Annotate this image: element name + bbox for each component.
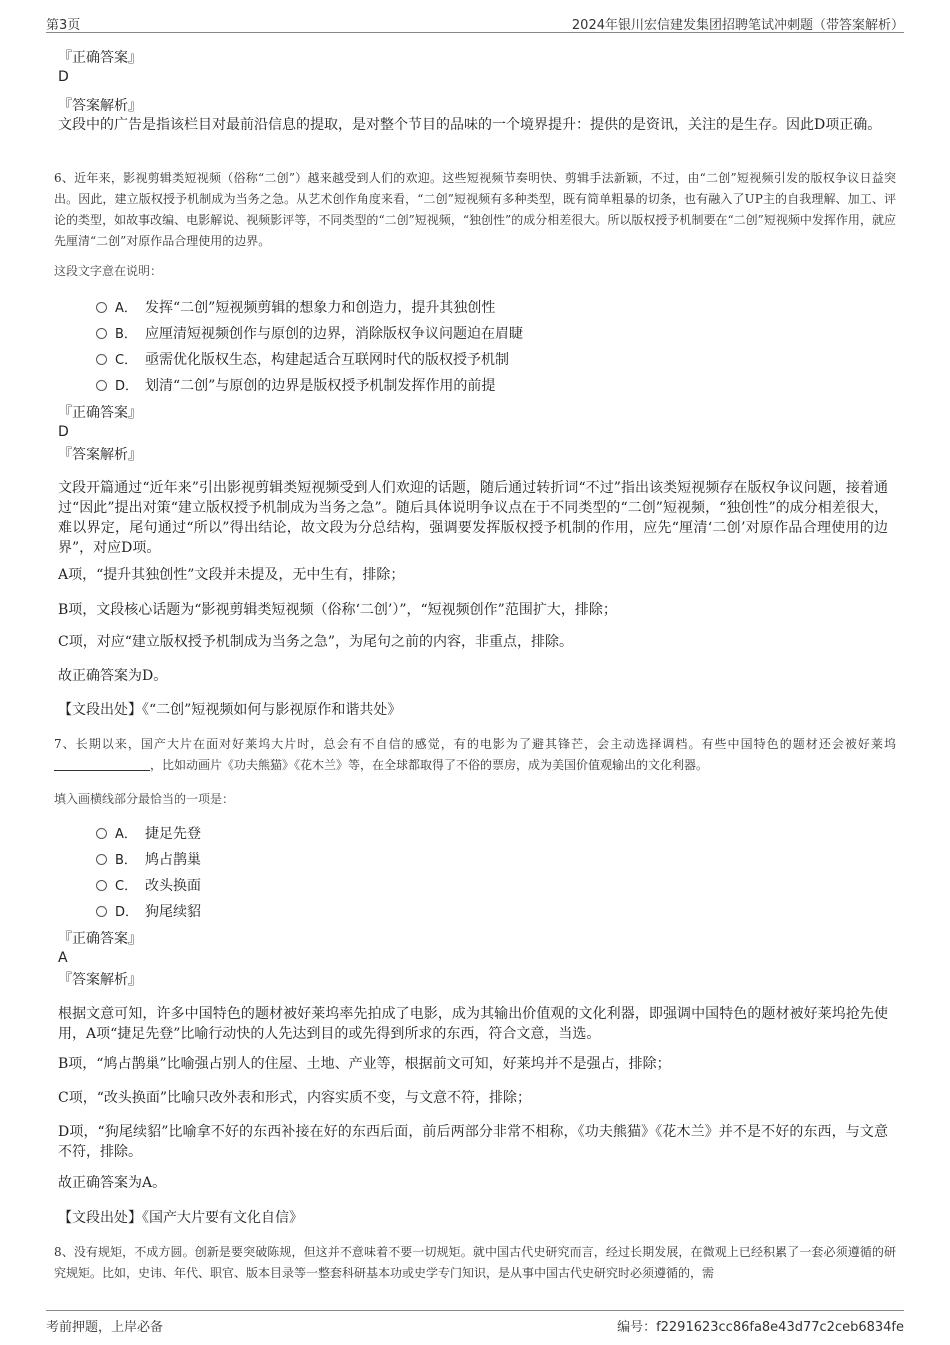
option-text: 发挥“二创”短视频剪辑的想象力和创造力，提升其独创性 bbox=[145, 300, 496, 316]
option-key: D． bbox=[115, 379, 139, 394]
option-text: 改头换面 bbox=[145, 878, 201, 894]
option-key: A． bbox=[115, 827, 137, 842]
option-text: 亟需优化版权生态，构建起适合互联网时代的版权授予机制 bbox=[145, 352, 509, 368]
option-key: B． bbox=[115, 327, 137, 342]
radio-icon[interactable] bbox=[96, 854, 107, 865]
radio-icon[interactable] bbox=[96, 380, 107, 391]
page-header bbox=[46, 12, 904, 33]
option-key: D． bbox=[115, 905, 139, 920]
q7-answer-label: 『正确答案』 bbox=[58, 931, 142, 947]
q5-answer-value: D bbox=[58, 69, 69, 85]
q7-option-a[interactable] bbox=[96, 824, 201, 845]
page-footer bbox=[46, 1310, 904, 1335]
radio-icon[interactable] bbox=[96, 880, 107, 891]
q6-stem: 6、近年来，影视剪辑类短视频（俗称“二创”）越来越受到人们的欢迎。这些短视频节奏明快、剪辑手法新颖，不过，由“二创”短视频引发的版权争议日益突出。因此，建立版权授予机制成为当务之急。从艺术创作角度来看，“二创”短视频有多种类型，既有简单粗暴的切条，也有融入了UP主的自我理解、加工、评论的类型，如故事改编、电影解说、视频影评等，不同类型的“二创”短视频，“独创性”的成分相差很大。所以版权授予机制要在“二创”短视频中发挥作用，就应先厘清“二创”对原作品合理使用的边界。 bbox=[54, 171, 896, 248]
q6-option-b[interactable] bbox=[96, 324, 523, 345]
q6-option-a[interactable] bbox=[96, 298, 495, 319]
fill-blank bbox=[54, 758, 150, 771]
q6-option-c[interactable] bbox=[96, 350, 509, 371]
q6-prompt: 这段文字意在说明： bbox=[54, 264, 163, 278]
q6-answer-label: 『正确答案』 bbox=[58, 405, 142, 421]
q7-stem-after: ，比如动画片《功夫熊猫》《花木兰》等，在全球都取得了不俗的票房，成为美国价值观输出的文化利器。 bbox=[150, 758, 709, 772]
q7-analysis-c: C项，“改头换面”比喻只改外表和形式，内容实质不变，与文意不符，排除； bbox=[58, 1090, 532, 1106]
q7-analysis-label: 『答案解析』 bbox=[58, 972, 142, 988]
q7-option-d[interactable] bbox=[96, 902, 201, 923]
q7-option-c[interactable] bbox=[96, 876, 201, 897]
option-key: B． bbox=[115, 853, 137, 868]
q6-analysis-b: B项，文段核心话题为“影视剪辑类短视频（俗称‘二创’）”，“短视频创作”范围扩大，排除； bbox=[58, 602, 617, 618]
option-text: 鸠占鹊巢 bbox=[145, 852, 201, 868]
q5-analysis-label: 『答案解析』 bbox=[58, 98, 142, 114]
radio-icon[interactable] bbox=[96, 328, 107, 339]
q7-answer-value: A bbox=[58, 950, 68, 966]
option-text: 狗尾续貂 bbox=[145, 904, 201, 920]
q7-stem-before: 7、长期以来，国产大片在面对好莱坞大片时，总会有不自信的感觉，有的电影为了避其锋芒，会主动选择调档。有些中国特色的题材还会被好莱坞 bbox=[54, 737, 896, 751]
q7-prompt: 填入画横线部分最恰当的一项是： bbox=[54, 792, 235, 806]
q7-analysis-d: D项，“狗尾续貂”比喻拿不好的东西补接在好的东西后面，前后两部分非常不相称，《功夫熊猫》《花木兰》并不是不好的东西，与文意不符，排除。 bbox=[58, 1124, 888, 1160]
q7-stem bbox=[54, 734, 896, 776]
q6-analysis-a: A项，“提升其独创性”文段并未提及，无中生有，排除； bbox=[58, 567, 405, 583]
radio-icon[interactable] bbox=[96, 906, 107, 917]
q7-conclusion: 故正确答案为A。 bbox=[58, 1175, 167, 1191]
footer-slogan: 考前押题，上岸必备 bbox=[46, 1320, 164, 1335]
document-title: 2024年银川宏信建发集团招聘笔试冲刺题（带答案解析） bbox=[571, 18, 904, 33]
q6-answer-value: D bbox=[58, 424, 69, 440]
q6-option-d[interactable] bbox=[96, 376, 495, 397]
q7-option-b[interactable] bbox=[96, 850, 201, 871]
option-key: A． bbox=[115, 301, 137, 316]
page-number: 第3页 bbox=[46, 18, 81, 33]
option-key: C． bbox=[115, 353, 138, 368]
q6-analysis-label: 『答案解析』 bbox=[58, 447, 142, 463]
q7-analysis-b: B项，“鸠占鹊巢”比喻强占别人的住屋、土地、产业等，根据前文可知，好莱坞并不是强占，排除； bbox=[58, 1056, 671, 1072]
option-text: 应厘清短视频创作与原创的边界，消除版权争议问题迫在眉睫 bbox=[145, 326, 523, 342]
document-code: 编号：f2291623cc86fa8e43d77c2ceb6834fe bbox=[617, 1320, 904, 1335]
q7-source: 【文段出处】《国产大片要有文化自信》 bbox=[58, 1210, 303, 1226]
q5-answer-label: 『正确答案』 bbox=[58, 50, 142, 66]
q6-analysis-c: C项，对应“建立版权授予机制成为当务之急”，为尾句之前的内容，非重点，排除。 bbox=[58, 634, 574, 650]
q6-conclusion: 故正确答案为D。 bbox=[58, 668, 168, 684]
option-text: 划清“二创”与原创的边界是版权授予机制发挥作用的前提 bbox=[145, 378, 496, 394]
radio-icon[interactable] bbox=[96, 354, 107, 365]
option-key: C． bbox=[115, 879, 138, 894]
radio-icon[interactable] bbox=[96, 828, 107, 839]
q7-analysis-main: 根据文意可知，许多中国特色的题材被好莱坞率先拍成了电影，成为其输出价值观的文化利器，即强调中国特色的题材被好莱坞抢先使用，A项“捷足先登”比喻行动快的人先达到目的或先得到所求的东西，符合文意，当选。 bbox=[58, 1006, 888, 1042]
q5-analysis-text: 文段中的广告是指该栏目对最前沿信息的提取，是对整个节目的品味的一个境界提升：提供的是资讯，关注的是生存。因此D项正确。 bbox=[58, 117, 882, 133]
radio-icon[interactable] bbox=[96, 302, 107, 313]
option-text: 捷足先登 bbox=[145, 826, 201, 842]
q8-stem: 8、没有规矩，不成方圆。创新是要突破陈规，但这并不意味着不要一切规矩。就中国古代史研究而言，经过长期发展，在微观上已经积累了一套必须遵循的研究规矩。比如，史讳、年代、职官、版本目录等一整套科研基本功或史学专门知识，是从事中国古代史研究时必须遵循的，需 bbox=[54, 1245, 896, 1280]
q6-analysis-main: 文段开篇通过“近年来”引出影视剪辑类短视频受到人们欢迎的话题，随后通过转折词“不过”指出该类短视频存在版权争议问题，接着通过“因此”提出对策“建立版权授予机制成为当务之急”。随后具体说明争议点在于不同类型的“二创”短视频，“独创性”的成分相差很大，难以界定，尾句通过“所以”得出结论，故文段为分总结构，强调要发挥版权授予机制的作用，应先“厘清‘二创’对原作品合理使用的边界”，对应D项。 bbox=[58, 480, 888, 556]
q6-source: 【文段出处】《“二创”短视频如何与影视原作和谐共处》 bbox=[58, 702, 402, 718]
